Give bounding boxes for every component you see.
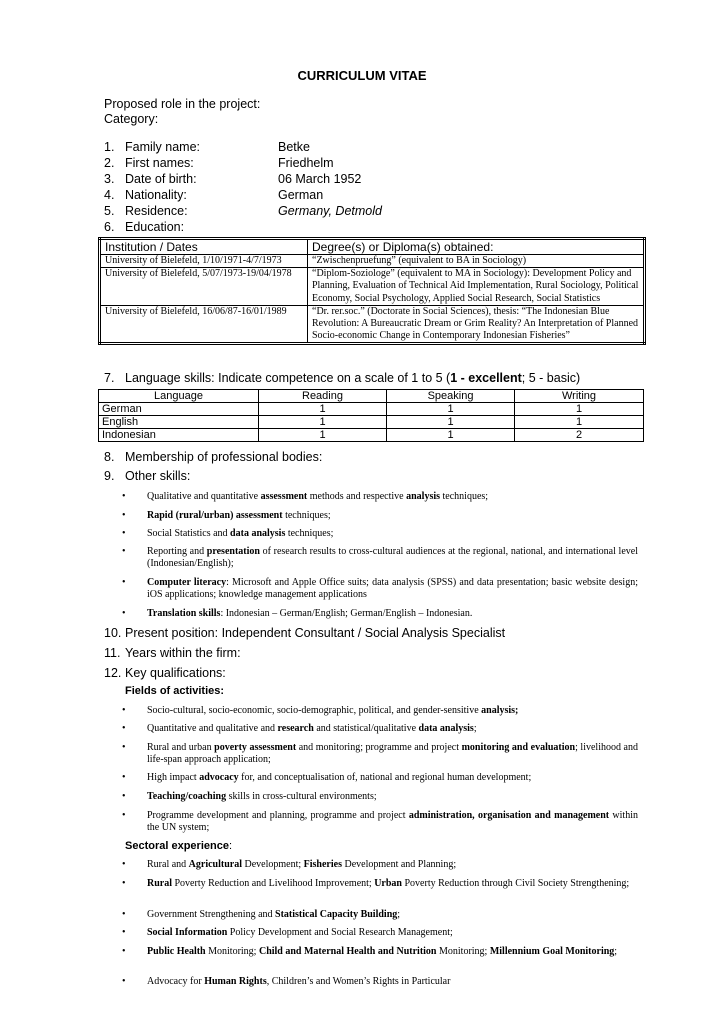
text: : <box>228 840 233 852</box>
list-item <box>122 878 638 890</box>
writing-cell: 1 <box>515 403 644 416</box>
bullet-icon: • <box>122 927 126 938</box>
list-item <box>122 491 638 503</box>
bullet-icon: • <box>122 772 126 783</box>
first-names-row <box>104 156 334 170</box>
institution-cell: University of Bielefeld, 5/07/1973-19/04/1978 <box>100 268 308 306</box>
item-number: 1. <box>104 140 115 154</box>
bullet-icon: • <box>122 976 126 987</box>
text: Monitoring; <box>436 946 490 957</box>
text: ; <box>397 909 401 920</box>
table-row <box>99 429 644 442</box>
speaking-cell: 1 <box>387 429 515 442</box>
table-row <box>100 255 645 268</box>
bullet-icon: • <box>122 791 126 802</box>
bullet-icon: • <box>122 878 126 889</box>
bold-text: data analysis <box>418 723 474 734</box>
residence-row <box>104 204 382 218</box>
text: : Indonesian – German/English; German/English – Indonesian. <box>220 608 473 619</box>
membership-label: Membership of professional bodies: <box>125 450 323 464</box>
text: and monitoring; programme and project <box>296 742 462 753</box>
column-header: Speaking <box>387 390 515 403</box>
item-number: 6. <box>104 220 115 234</box>
list-item <box>122 528 638 540</box>
present-position-heading <box>104 626 505 640</box>
list-item <box>122 546 638 570</box>
text: skills in cross-cultural environments; <box>226 791 377 802</box>
date-of-birth-value: 06 March 1952 <box>278 172 362 186</box>
bullet-icon: • <box>122 946 126 957</box>
reading-cell: 1 <box>259 429 387 442</box>
bullet-icon: • <box>122 859 126 870</box>
text: Qualitative and quantitative <box>147 491 261 502</box>
bold-text: Fisheries <box>303 859 342 870</box>
table-row <box>100 305 645 344</box>
bullet-icon: • <box>122 577 126 588</box>
nationality-row <box>104 188 323 202</box>
document-title: CURRICULUM VITAE <box>297 68 427 83</box>
list-item <box>122 946 638 958</box>
item-label: First names: <box>125 156 194 170</box>
bullet-icon: • <box>122 742 126 753</box>
bold-text: assessment <box>260 491 308 502</box>
text: Rural and urban <box>147 742 215 753</box>
text: Quantitative and qualitative and <box>147 723 278 734</box>
item-label: Residence: <box>125 204 188 218</box>
fields-of-activities-heading: Fields of activities: <box>125 685 225 697</box>
list-item <box>122 976 638 988</box>
column-header: Institution / Dates <box>100 239 308 255</box>
bold-text: Urban <box>374 878 402 889</box>
list-item <box>122 927 638 939</box>
text: Rural and <box>147 859 189 870</box>
item-label: Date of birth: <box>125 172 197 186</box>
language-skills-heading <box>104 371 580 385</box>
list-item <box>122 742 638 766</box>
item-label: Education: <box>125 220 185 234</box>
bullet-icon: • <box>122 810 126 821</box>
category-label: Category: <box>104 112 159 126</box>
bold-text: administration, organisation and management <box>408 810 610 821</box>
item-label: Family name: <box>125 140 201 154</box>
bullet-icon: • <box>122 528 126 539</box>
language-cell: German <box>99 403 259 416</box>
item-number: 3. <box>104 172 115 186</box>
text: Advocacy for <box>147 976 205 987</box>
writing-cell: 1 <box>515 416 644 429</box>
date-of-birth-row <box>104 172 361 186</box>
text: , Children’s and Women’s Rights in Particular <box>266 976 451 987</box>
text: Socio-cultural, socio-economic, socio-demographic, political, and gender-sensitive <box>147 705 482 716</box>
table-row <box>99 403 644 416</box>
bold-text: presentation <box>206 546 260 557</box>
bullet-icon: • <box>122 909 126 920</box>
text: and statistical/qualitative <box>313 723 419 734</box>
text: methods and respective <box>307 491 407 502</box>
text: Poverty Reduction and Livelihood Improvement; <box>172 878 375 889</box>
list-item <box>122 577 638 601</box>
bold-text: Translation skills <box>147 608 221 619</box>
list-item <box>122 909 638 921</box>
item-number: 7. <box>104 371 115 385</box>
item-number: 10. <box>104 626 122 640</box>
text: techniques; <box>282 510 331 521</box>
key-qualifications-heading <box>104 666 226 680</box>
language-cell: Indonesian <box>99 429 259 442</box>
bullet-icon: • <box>122 608 126 619</box>
bold-text: analysis; <box>481 705 519 716</box>
text: ; livelihood and life-span approach application; <box>147 742 638 765</box>
column-header: Writing <box>515 390 644 403</box>
item-number: 8. <box>104 450 115 464</box>
bold-text: Child and Maternal Health and Nutrition <box>258 946 437 957</box>
bold-text: Rapid (rural/urban) assessment <box>147 510 283 521</box>
writing-cell: 2 <box>515 429 644 442</box>
text: for, and conceptualisation of, national and regional human development; <box>238 772 532 783</box>
degree-cell: “Dr. rer.soc.” (Doctorate in Social Sciences), thesis: “The Indonesian Blue Revolution: A Bureaucratic Dream or Grim Reality? An Interpretation of Planned Socio-economic Change in Contemporary Indonesian Fisheries” <box>308 305 645 344</box>
other-skills-label: Other skills: <box>125 469 191 483</box>
column-header: Reading <box>259 390 387 403</box>
text: Reporting and <box>147 546 207 557</box>
scale-basic: ; 5 - basic) <box>521 371 581 385</box>
years-within-firm-heading <box>104 646 241 660</box>
residence-value: Germany, Detmold <box>278 204 382 218</box>
bold-text: research <box>277 723 314 734</box>
bold-text: analysis <box>406 491 441 502</box>
first-names-value: Friedhelm <box>278 156 334 170</box>
bullet-icon: • <box>122 723 126 734</box>
list-item <box>122 723 638 735</box>
bold-text: poverty assessment <box>214 742 297 753</box>
family-name-row <box>104 140 310 154</box>
bold-text: data analysis <box>230 528 286 539</box>
bold-text: Rural <box>147 878 172 889</box>
nationality-value: German <box>278 188 324 202</box>
bold-text: Statistical Capacity Building <box>275 909 398 920</box>
text: techniques; <box>285 528 334 539</box>
list-item <box>122 791 638 803</box>
text: High impact <box>147 772 200 783</box>
speaking-cell: 1 <box>387 403 515 416</box>
bold-text: monitoring and evaluation <box>461 742 576 753</box>
bold-text: Human Rights <box>204 976 267 987</box>
column-header: Degree(s) or Diploma(s) obtained: <box>308 239 645 255</box>
present-position-label: Present position: Independent Consultant / Social Analysis Specialist <box>125 626 506 640</box>
text: Policy Development and Social Research Management; <box>227 927 453 938</box>
language-skills-text: Language skills: Indicate competence on a scale of 1 to 5 ( <box>125 371 451 385</box>
language-cell: English <box>99 416 259 429</box>
table-header-row <box>100 239 645 255</box>
text: within the UN system; <box>147 810 638 833</box>
bullet-icon: • <box>122 491 126 502</box>
education-row <box>104 220 278 234</box>
list-item <box>122 810 638 834</box>
item-number: 9. <box>104 469 115 483</box>
table-row <box>99 416 644 429</box>
item-label: Nationality: <box>125 188 187 202</box>
bullet-icon: • <box>122 510 126 521</box>
years-within-firm-label: Years within the firm: <box>125 646 241 660</box>
membership-heading <box>104 450 322 464</box>
text: of research results to cross-cultural audiences at the regional, national, and international level (Indonesian/English); <box>147 546 638 569</box>
degree-cell: “Diplom-Soziologe” (equivalent to MA in Sociology): Development Policy and Planning, Evaluation of Technical Aid Implementation, Rural Sociology, Political Economy, Social Psychology, Applied Social Research, Social Statistics <box>308 268 645 306</box>
item-number: 4. <box>104 188 115 202</box>
sectoral-experience-label: Sectoral experience <box>125 840 229 852</box>
text: Poverty Reduction through Civil Society Strengthening; <box>401 878 630 889</box>
speaking-cell: 1 <box>387 416 515 429</box>
column-header: Language <box>99 390 259 403</box>
bullet-icon: • <box>122 546 126 557</box>
text: ; <box>614 946 618 957</box>
bold-text: Social Information <box>147 927 228 938</box>
reading-cell: 1 <box>259 416 387 429</box>
list-item <box>122 705 638 717</box>
text: Development and Planning; <box>341 859 457 870</box>
list-item <box>122 510 638 522</box>
text: ; <box>473 723 477 734</box>
item-number: 5. <box>104 204 115 218</box>
bold-text: Public Health <box>147 946 206 957</box>
proposed-role-label: Proposed role in the project: <box>104 97 261 111</box>
key-qualifications-label: Key qualifications: <box>125 666 226 680</box>
institution-cell: University of Bielefeld, 1/10/1971-4/7/1973 <box>100 255 308 268</box>
list-item <box>122 859 638 871</box>
reading-cell: 1 <box>259 403 387 416</box>
text: Development; <box>241 859 304 870</box>
bold-text: Teaching/coaching <box>147 791 227 802</box>
bold-text: Millennium Goal Monitoring <box>489 946 615 957</box>
item-number: 2. <box>104 156 115 170</box>
table-row <box>100 268 645 306</box>
education-table <box>98 237 646 345</box>
bold-text: advocacy <box>199 772 239 783</box>
text: techniques; <box>440 491 489 502</box>
item-number: 11. <box>104 646 121 660</box>
family-name-value: Betke <box>278 140 310 154</box>
institution-cell: University of Bielefeld, 16/06/87-16/01/1989 <box>100 305 308 344</box>
degree-cell: “Zwischenpruefung” (equivalent to BA in Sociology) <box>308 255 645 268</box>
item-number: 12. <box>104 666 122 680</box>
table-header-row <box>99 390 644 403</box>
text: Government Strengthening and <box>147 909 276 920</box>
sectoral-experience-heading <box>125 840 232 852</box>
text: Monitoring; <box>205 946 259 957</box>
language-table <box>98 389 644 442</box>
text: Social Statistics and <box>147 528 231 539</box>
other-skills-heading <box>104 469 190 483</box>
bold-text: Computer literacy <box>147 577 227 588</box>
list-item <box>122 608 638 620</box>
bold-text: Agricultural <box>188 859 242 870</box>
list-item <box>122 772 638 784</box>
bullet-icon: • <box>122 705 126 716</box>
scale-excellent: 1 - excellent <box>450 371 522 385</box>
text: : Microsoft and Apple Office suits; data analysis (SPSS) and data presentation; basic website design; iOS applications; knowledge management applications <box>147 577 638 600</box>
text: Programme development and planning, programme and project <box>147 810 409 821</box>
